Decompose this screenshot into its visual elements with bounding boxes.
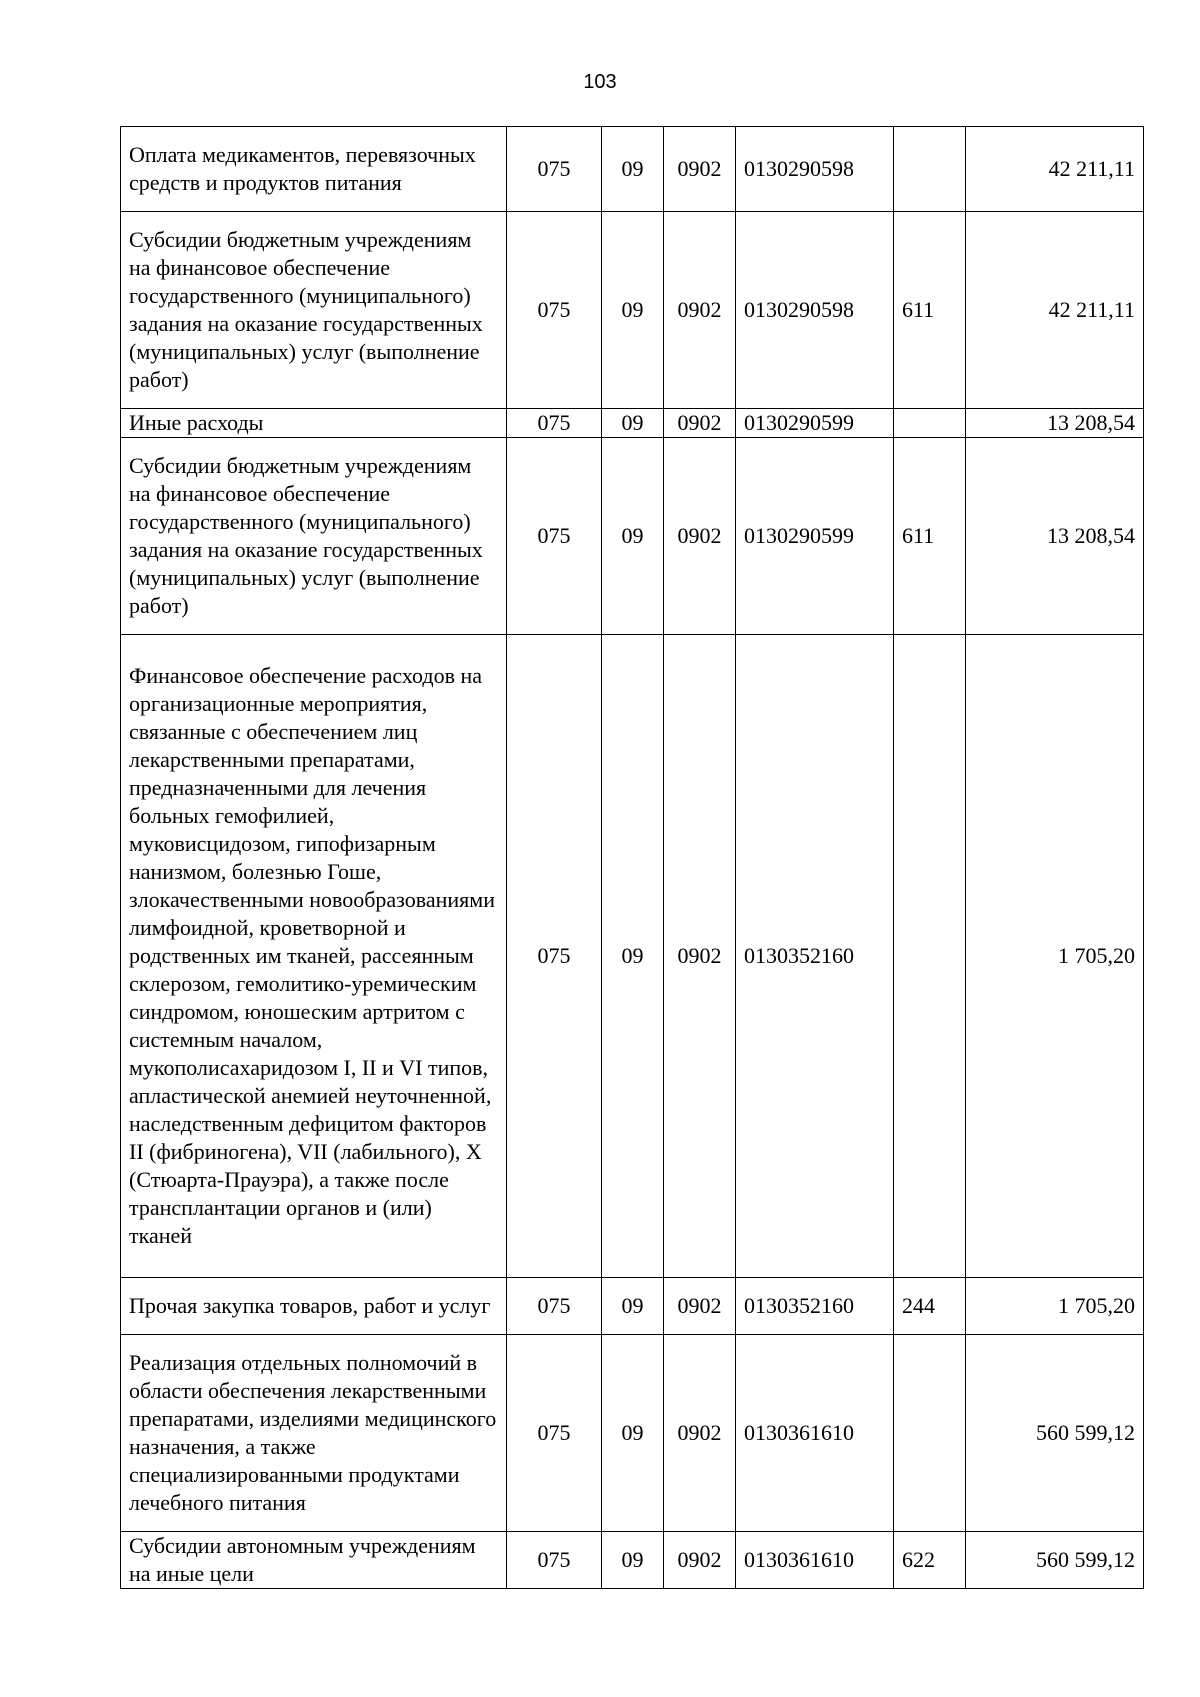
target-article-cell: 0130290598: [736, 212, 894, 409]
budget-table: [120, 126, 1144, 1589]
department-code-cell: 075: [507, 127, 602, 212]
expense-type-cell: [894, 127, 966, 212]
table-row: [121, 438, 1144, 635]
section-code-cell: 09: [602, 1278, 664, 1335]
amount-cell: 1 705,20: [966, 635, 1144, 1278]
section-code-cell: 09: [602, 212, 664, 409]
expense-name-cell: Субсидии бюджетным учреждениям на финансовое обеспечение государственного (муниципального) задания на оказание государственных (муниципальных) услуг (выполнение работ): [121, 212, 507, 409]
department-code-cell: 075: [507, 212, 602, 409]
section-code-cell: 09: [602, 127, 664, 212]
table-row: [121, 127, 1144, 212]
amount-cell: 560 599,12: [966, 1335, 1144, 1532]
amount-cell: 42 211,11: [966, 212, 1144, 409]
target-article-cell: 0130352160: [736, 1278, 894, 1335]
subsection-code-cell: 0902: [664, 438, 736, 635]
department-code-cell: 075: [507, 1532, 602, 1589]
table-row: [121, 212, 1144, 409]
department-code-cell: 075: [507, 1335, 602, 1532]
amount-cell: 1 705,20: [966, 1278, 1144, 1335]
expense-name-cell: Прочая закупка товаров, работ и услуг: [121, 1278, 507, 1335]
expense-type-cell: 611: [894, 438, 966, 635]
expense-type-cell: 611: [894, 212, 966, 409]
expense-name-cell: Финансовое обеспечение расходов на организационные мероприятия, связанные с обеспечением лиц лекарственными препаратами, предназначенными для лечения больных гемофилией, муковисцидозом, гипофизарным нанизмом, болезнью Гоше, злокачественными новообразованиями лимфоидной, кроветворной и родственных им тканей, рассеянным склерозом, гемолитико-уремическим синдромом, юношеским артритом с системным началом, мукополисахаридозом I, II и VI типов, апластической анемией неуточненной, наследственным дефицитом факторов II (фибриногена), VII (лабильного), X (Стюарта-Прауэра), а также после трансплантации органов и (или) тканей: [121, 635, 507, 1278]
table-row: [121, 1278, 1144, 1335]
amount-cell: 13 208,54: [966, 409, 1144, 438]
subsection-code-cell: 0902: [664, 409, 736, 438]
subsection-code-cell: 0902: [664, 127, 736, 212]
table-row: [121, 635, 1144, 1278]
department-code-cell: 075: [507, 409, 602, 438]
department-code-cell: 075: [507, 438, 602, 635]
expense-name-cell: Субсидии автономным учреждениям на иные цели: [121, 1532, 507, 1589]
expense-type-cell: [894, 1335, 966, 1532]
subsection-code-cell: 0902: [664, 635, 736, 1278]
expense-type-cell: [894, 409, 966, 438]
target-article-cell: 0130361610: [736, 1532, 894, 1589]
expense-type-cell: [894, 635, 966, 1278]
target-article-cell: 0130361610: [736, 1335, 894, 1532]
expense-name-cell: Оплата медикаментов, перевязочных средств и продуктов питания: [121, 127, 507, 212]
section-code-cell: 09: [602, 1335, 664, 1532]
target-article-cell: 0130352160: [736, 635, 894, 1278]
expense-type-cell: 622: [894, 1532, 966, 1589]
target-article-cell: 0130290598: [736, 127, 894, 212]
target-article-cell: 0130290599: [736, 409, 894, 438]
section-code-cell: 09: [602, 1532, 664, 1589]
department-code-cell: 075: [507, 1278, 602, 1335]
amount-cell: 13 208,54: [966, 438, 1144, 635]
table-row: [121, 1532, 1144, 1589]
expense-type-cell: 244: [894, 1278, 966, 1335]
subsection-code-cell: 0902: [664, 1278, 736, 1335]
section-code-cell: 09: [602, 438, 664, 635]
expense-name-cell: Иные расходы: [121, 409, 507, 438]
expense-name-cell: Реализация отдельных полномочий в области обеспечения лекарственными препаратами, изделиями медицинского назначения, а также специализированными продуктами лечебного питания: [121, 1335, 507, 1532]
target-article-cell: 0130290599: [736, 438, 894, 635]
table-row: [121, 1335, 1144, 1532]
amount-cell: 560 599,12: [966, 1532, 1144, 1589]
subsection-code-cell: 0902: [664, 212, 736, 409]
amount-cell: 42 211,11: [966, 127, 1144, 212]
section-code-cell: 09: [602, 409, 664, 438]
table-row: [121, 409, 1144, 438]
subsection-code-cell: 0902: [664, 1335, 736, 1532]
section-code-cell: 09: [602, 635, 664, 1278]
department-code-cell: 075: [507, 635, 602, 1278]
page-number: 103: [583, 71, 617, 93]
subsection-code-cell: 0902: [664, 1532, 736, 1589]
expense-name-cell: Субсидии бюджетным учреждениям на финансовое обеспечение государственного (муниципального) задания на оказание государственных (муниципальных) услуг (выполнение работ): [121, 438, 507, 635]
